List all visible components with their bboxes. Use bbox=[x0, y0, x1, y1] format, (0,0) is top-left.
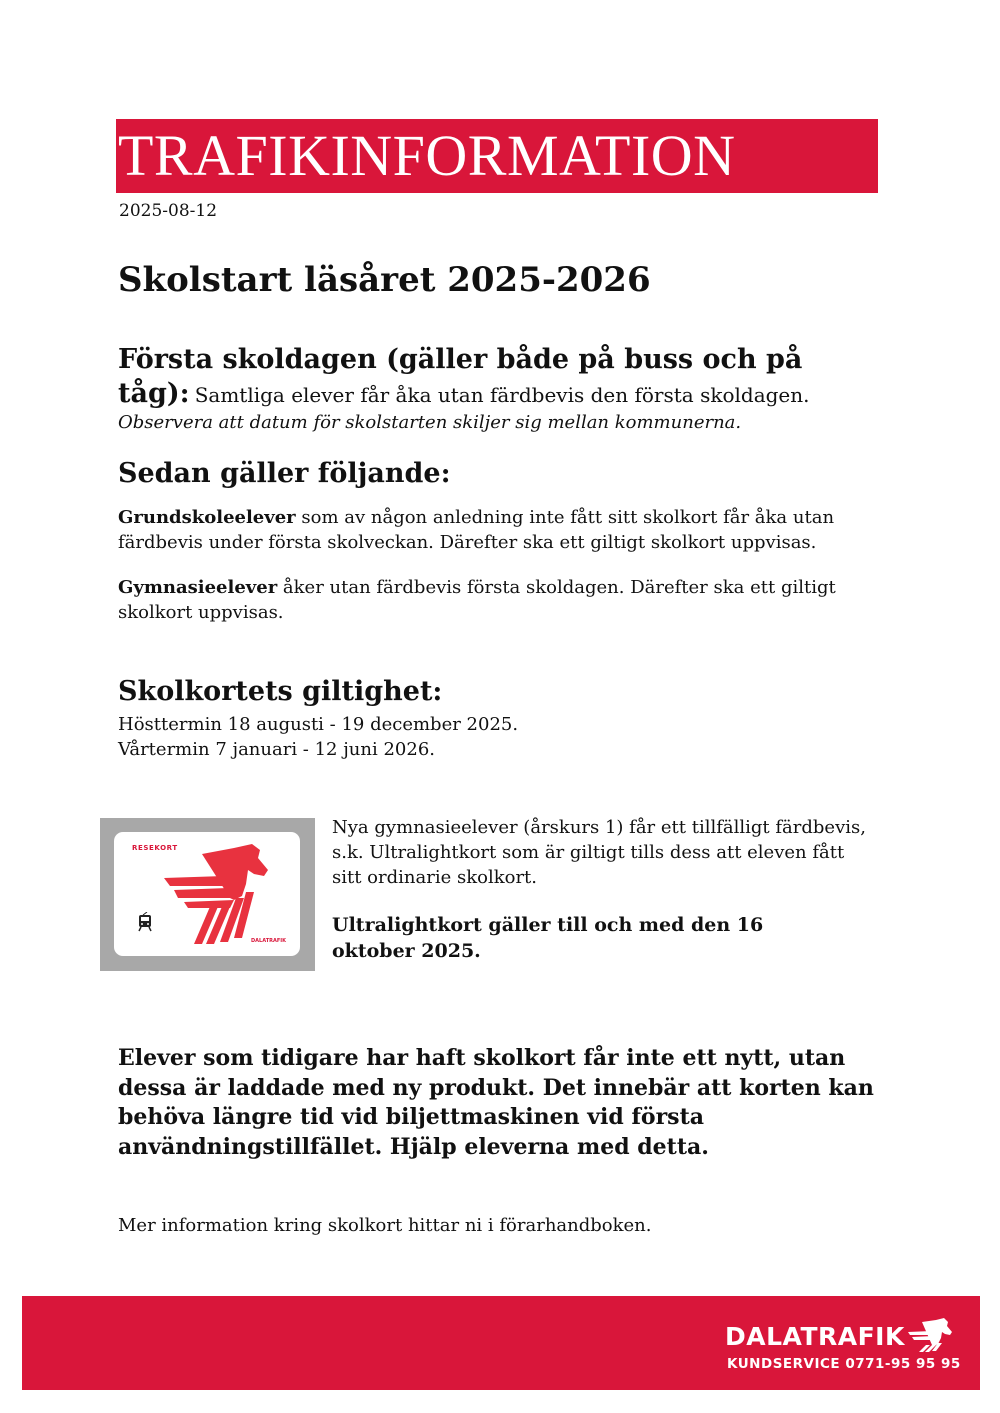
validity-periods bbox=[118, 712, 718, 762]
customer-service: KUNDSERVICE 0771-95 95 95 bbox=[727, 1356, 961, 1372]
horse-logo-icon bbox=[154, 840, 284, 950]
autumn-term: Hösttermin 18 augusti - 19 december 2025. bbox=[118, 714, 519, 735]
main-heading: Skolstart läsåret 2025-2026 bbox=[118, 260, 651, 300]
more-info: Mer information kring skolkort hittar ni i förarhandboken. bbox=[118, 1215, 652, 1236]
grundskole-text: som av någon anledning inte fått sitt skolkort får åka utan färdbevis under första skolveckan. Därefter ska ett giltigt skolkort uppvisas. bbox=[118, 507, 835, 553]
page-title: TRAFIKINFORMATION bbox=[118, 123, 736, 188]
tram-icon bbox=[138, 912, 152, 932]
gymnasie-text: åker utan färdbevis första skoldagen. Därefter ska ett giltigt skolkort uppvisas. bbox=[118, 577, 836, 623]
gymnasie-label: Gymnasieelever bbox=[118, 577, 278, 598]
travel-card-image bbox=[100, 818, 315, 971]
grundskole-paragraph bbox=[118, 505, 858, 555]
grundskole-label: Grundskoleelever bbox=[118, 507, 296, 528]
spring-term: Vårtermin 7 januari - 12 juni 2026. bbox=[118, 739, 436, 760]
publish-date: 2025-08-12 bbox=[119, 201, 218, 221]
travel-card bbox=[114, 832, 300, 956]
gymnasie-paragraph bbox=[118, 575, 858, 625]
first-day-heading: Första skoldagen (gäller både på buss och på tåg): bbox=[118, 344, 803, 409]
card-label: RESEKORT bbox=[132, 844, 178, 852]
ultralight-text: Nya gymnasieelever (årskurs 1) får ett tillfälligt färdbevis, s.k. Ultralightkort som är giltigt tills dess att eleven fått sitt ordinarie skolkort. bbox=[332, 817, 866, 888]
ultralight-validity: Ultralightkort gäller till och med den 16 oktober 2025. bbox=[332, 914, 764, 962]
first-day-note: Observera att datum för skolstarten skiljer sig mellan kommunerna. bbox=[118, 412, 742, 433]
footer-horse-icon bbox=[908, 1316, 952, 1352]
first-day-section bbox=[118, 343, 878, 435]
reload-notice: Elever som tidigare har haft skolkort får inte ett nytt, utan dessa är laddade med ny produkt. Det innebär att korten kan behöva längre tid vid biljettmaskinen vid första användningstillfället. Hjälp eleverna med detta. bbox=[118, 1045, 874, 1160]
card-brand: DALATRAFIK bbox=[251, 938, 286, 944]
validity-heading: Skolkortets giltighet: bbox=[118, 676, 443, 707]
first-day-text: Samtliga elever får åka utan färdbevis den första skoldagen. bbox=[194, 383, 810, 407]
then-heading: Sedan gäller följande: bbox=[118, 458, 451, 489]
footer-logo: DALATRAFIK bbox=[725, 1322, 905, 1351]
